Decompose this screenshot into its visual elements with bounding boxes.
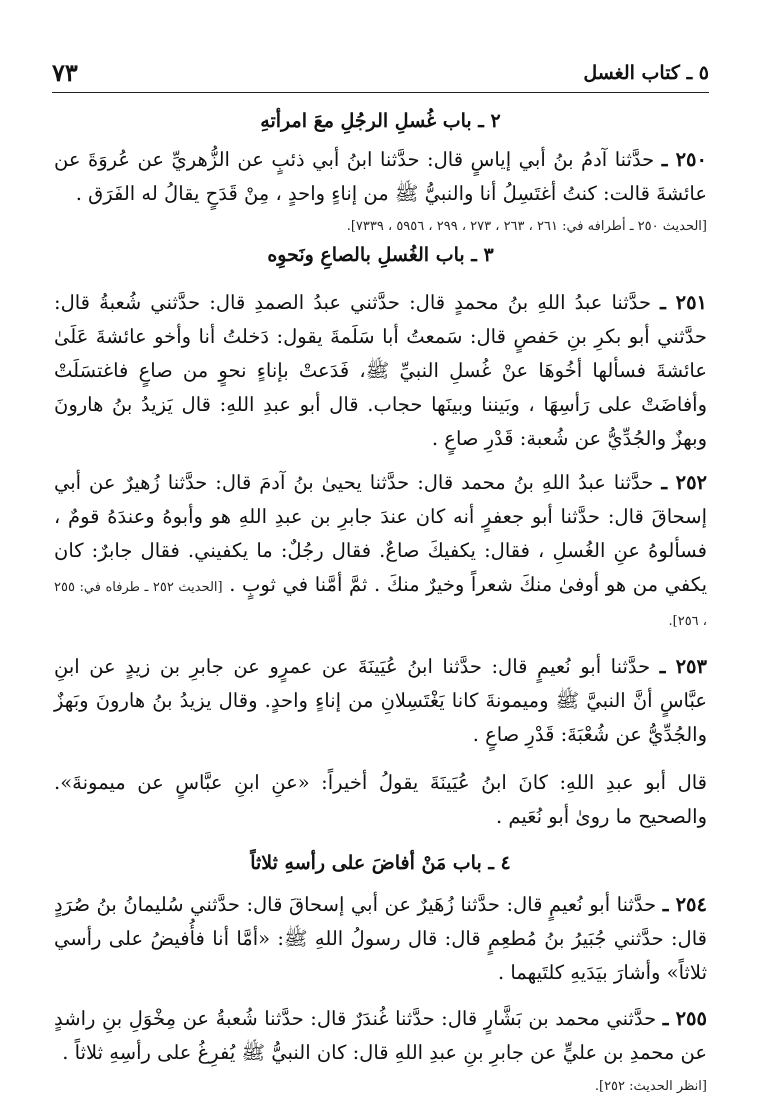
page-number: ٧٣ [52, 58, 78, 87]
chapter-title-4: ٤ ـ باب مَنْ أفاضَ على رأسهِ ثلاثاً [250, 852, 511, 874]
hadith-reference-255: [انظر الحديث: ٢٥٢]. [594, 1079, 707, 1094]
hadith-254 [54, 888, 707, 990]
hadith-255 [54, 1002, 707, 1070]
hadith-253 [54, 650, 707, 752]
chapter-title-3: ٣ ـ باب الغُسلِ بالصاعِ ونَحوِه [267, 244, 494, 266]
hadith-number: ٢٥٠ ـ [661, 148, 707, 171]
hadith-number: ٢٥١ ـ [660, 291, 708, 314]
hadith-252 [54, 466, 707, 636]
hadith-reference-250: [الحديث ٢٥٠ ـ أطرافه في: ٢٦١ ، ٢٦٣ ، ٢٧٣ ، ٢٩٩ ، ٥٩٥٦ ، ٧٣٣٩]. [346, 219, 707, 234]
hadith-text: حدَّثنا أبو نُعيمٍ قال: حدَّثنا زُهَيرٌ عن أبي إسحاقَ قال: حدَّثني سُليمانُ بنُ صُرَدٍ قال: حدَّثني جُبَيرُ بنُ مُطعِمٍ قال: قال رسولُ اللهِ ﷺ: «أمَّا أنا فأُفيضُ على رأسي ثلاثاً» وأشارَ بيَدَيهِ كلتَيهما . [54, 893, 707, 984]
hadith-text: حدَّثني محمد بن بَشَّارٍ قال: حدَّثنا غُندَرٌ قال: حدَّثنا شُعبةُ عن مِخْوَلِ بنِ راشدٍ عن محمدِ بن عليٍّ عن جابرِ بنِ عبدِ اللهِ قال: كان النبيُّ ﷺ يُفرِغُ على رأسِهِ ثلاثاً . [54, 1007, 707, 1064]
hadith-number: ٢٥٣ ـ [659, 655, 707, 678]
hadith-text: حدَّثنا أبو نُعيمٍ قال: حدَّثنا ابنُ عُيَينَةَ عن عمرٍو عن جابرِ بن زيدٍ عن ابنِ عبَّاسٍ أنَّ النبيَّ ﷺ وميمونةَ كانا يَغْتَسِلانِ من إناءٍ واحدٍ. وقال يزيدُ بنُ هارونَ وبَهزٌ والجُدِّيُّ عن شُعْبَةَ: قَدْرِ صاعٍ . [54, 655, 707, 746]
hadith-text: حدَّثنا آدمُ بنُ أبي إياسٍ قال: حدَّثنا ابنُ أبي ذئبٍ عن الزُّهريِّ عن عُروَةَ عن عائشةَ قالت: كنتُ أغتَسِلُ أنا والنبيُّ ﷺ من إناءٍ واحدٍ ، مِنْ قَدَحٍ يقالُ له الفَرَق . [54, 148, 707, 205]
hadith-text: حدَّثنا عبدُ اللهِ بنُ محمد قال: حدَّثنا يحيىٰ بنُ آدمَ قال: حدَّثنا زُهيرٌ عن أبي إسحاقَ قال: حدَّثنا أبو جعفرٍ أنه كان عندَ جابرِ بن عبدِ اللهِ هو وأبوهُ وعندَهُ قومٌ ، فسألوهُ عنِ الغُسلِ ، فقال: يكفيكَ صاعٌ. فقال رجُلٌ: ما يكفيني. فقال جابرٌ: كان يكفي من هو أوفىٰ منكَ شعراً وخيرٌ منكَ . ثمَّ أمَّنا في ثوبٍ . [54, 471, 707, 596]
hadith-number: ٢٥٥ ـ [662, 1007, 707, 1030]
hadith-reference-252: [الحديث ٢٥٢ ـ طرفاه في: ٢٥٥ ، ٢٥٦]. [54, 580, 707, 629]
page-body [54, 108, 707, 1098]
author-note: قال أبو عبدِ اللهِ: كانَ ابنُ عُيَينَةَ يقولُ أخيراً: «عنِ ابنِ عبَّاسٍ عن ميمونةَ». والصحيح ما روىٰ أبو نُعَيم . [54, 771, 707, 828]
hadith-251 [54, 286, 707, 456]
hadith-number: ٢٥٢ ـ [661, 471, 708, 494]
page-header [52, 52, 709, 93]
chapter-title-2: ٢ ـ باب غُسلِ الرجُلِ معَ امرأتهِ [260, 110, 501, 132]
hadith-number: ٢٥٤ ـ [662, 893, 707, 916]
hadith-250 [54, 143, 707, 211]
running-title: ٥ ـ كتاب الغسل [583, 62, 709, 84]
hadith-text: حدَّثنا عبدُ اللهِ بنُ محمدٍ قال: حدَّثني عبدُ الصمدِ قال: حدَّثني شُعبةُ قال: حدَّثني أبو بكرِ بنِ حَفصٍ قال: سَمعتُ أبا سَلَمةَ يقول: دَخلتُ أنا وأخو عائشةَ عَلَىٰ عائشةَ فسألها أخُوهَا عنْ غُسلِ النبيِّ ﷺ، فَدَعتْ بإناءٍ نحوٍ من صاعٍ فاغتسَلَتْ وأفاضَتْ على رَأسِهَا ، وبَيننا وبينَها حجاب. قال أبو عبدِ اللهِ: قال يَزيدُ بنُ هارونَ وبهزٌ والجُدِّيُّ عن شُعبة: قَدْرِ صاعٍ . [54, 291, 707, 450]
